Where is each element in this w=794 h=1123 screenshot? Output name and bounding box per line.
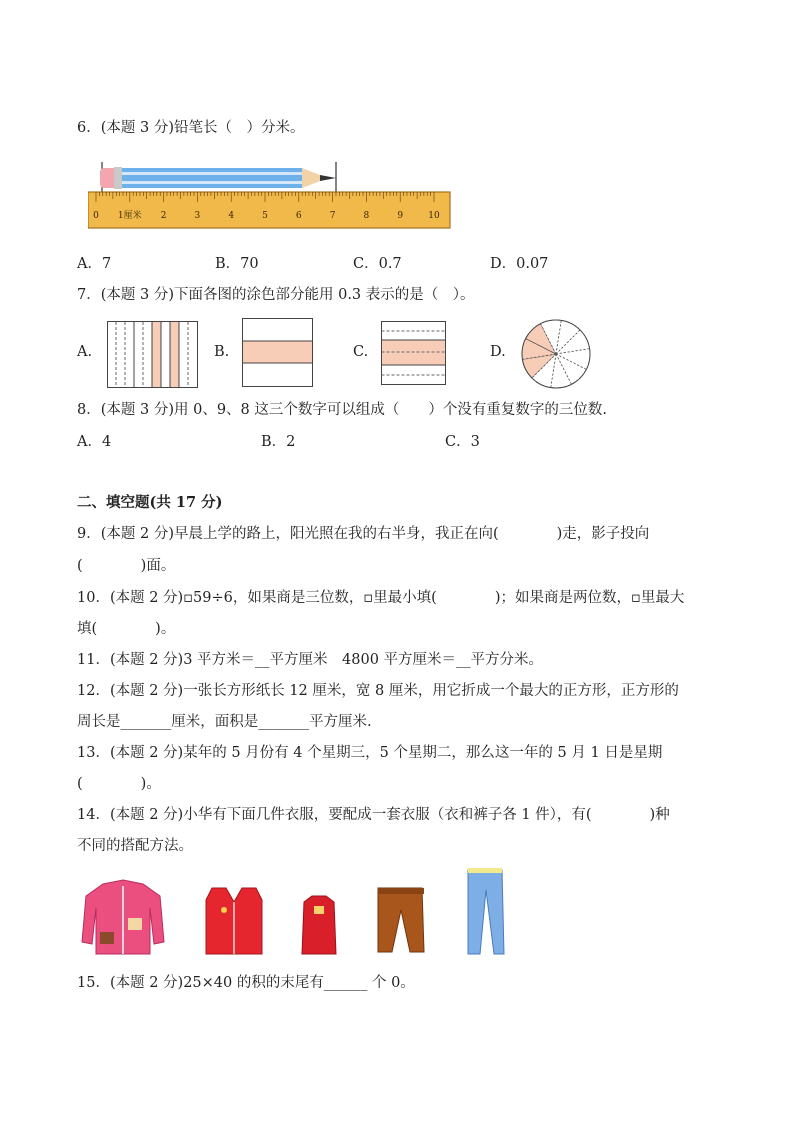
q12-line1: 12．(本题 2 分)一张长方形纸长 12 厘米，宽 8 厘米，用它折成一个最大的正方形，正方形的 bbox=[77, 683, 679, 699]
q9-line1: 9．(本题 2 分)早晨上学的路上，阳光照在我的右半身，我正在向( )走，影子投向 bbox=[77, 526, 650, 542]
ruler-unit-label: 1厘米 bbox=[117, 211, 142, 221]
q14-line2: 不同的搭配方法。 bbox=[77, 838, 193, 854]
jacket-icon bbox=[82, 880, 164, 954]
q10-line1: 10．(本题 2 分)▫59÷6，如果商是三位数，▫里最小填( )；如果商是两位数，▫里最大 bbox=[77, 590, 685, 606]
pencil-ruler-figure bbox=[88, 160, 454, 232]
ruler-number: 3 bbox=[194, 211, 201, 221]
ruler-number: 10 bbox=[428, 211, 440, 221]
q7-label-d: D. bbox=[490, 344, 506, 360]
q6-text: 6．(本题 3 分)铅笔长（ ）分米。 bbox=[77, 120, 305, 136]
q8-option-a: A．4 bbox=[77, 434, 112, 450]
q8-option-c: C．3 bbox=[445, 434, 480, 450]
q13-line2: ( )。 bbox=[77, 776, 161, 792]
q10-line2: 填( )。 bbox=[77, 621, 176, 637]
q7-label-c: C. bbox=[353, 344, 369, 360]
q7-label-b: B. bbox=[214, 344, 230, 360]
ruler-number: 2 bbox=[160, 211, 167, 221]
clothes-figure bbox=[78, 866, 528, 958]
ruler-number: 7 bbox=[329, 211, 336, 221]
ruler-number: 6 bbox=[295, 211, 302, 221]
q6-option-d: D．0.07 bbox=[490, 256, 549, 272]
pencil-icon bbox=[100, 167, 336, 189]
q6-option-b: B．70 bbox=[215, 256, 259, 272]
q15-line1: 15．(本题 2 分)25×40 的积的末尾有______ 个 0。 bbox=[77, 975, 415, 991]
q8-option-b: B．2 bbox=[261, 434, 296, 450]
coat-icon bbox=[302, 896, 336, 954]
q12-line2: 周长是_______厘米，面积是_______平方厘米. bbox=[77, 714, 372, 730]
vest-icon bbox=[206, 888, 262, 954]
ruler-number: 4 bbox=[228, 211, 235, 221]
q6-option-c: C．0.7 bbox=[353, 256, 402, 272]
q14-line1: 14．(本题 2 分)小华有下面几件衣服，要配成一套衣服（衣和裤子各 1 件），有( )种 bbox=[77, 807, 670, 823]
q7-figure-d bbox=[520, 318, 592, 390]
ruler-number: 9 bbox=[397, 211, 404, 221]
section-title: 二、填空题(共 17 分) bbox=[77, 494, 223, 511]
ruler-icon bbox=[88, 192, 450, 228]
q7-label-a: A. bbox=[77, 344, 93, 360]
ruler-number: 8 bbox=[363, 211, 370, 221]
q11-line1: 11．(本题 2 分)3 平方米＝__平方厘米 4800 平方厘米＝__平方分米。 bbox=[77, 652, 544, 668]
q7-figure-a bbox=[107, 321, 199, 388]
q9-line2: ( )面。 bbox=[77, 558, 176, 574]
ruler-number: 5 bbox=[262, 211, 268, 221]
q13-line1: 13．(本题 2 分)某年的 5 月份有 4 个星期三，5 个星期二，那么这一年的 5 月 1 日是星期 bbox=[77, 745, 663, 761]
ruler-number: 0 bbox=[93, 211, 99, 221]
brown-pants-icon bbox=[378, 888, 424, 952]
q8-text: 8．(本题 3 分)用 0、9、8 这三个数字可以组成（ ）个没有重复数字的三位数. bbox=[77, 402, 607, 418]
q7-figure-c bbox=[381, 321, 447, 386]
jeans-icon bbox=[468, 868, 504, 954]
q7-text: 7．(本题 3 分)下面各图的涂色部分能用 0.3 表示的是（ ）。 bbox=[77, 287, 475, 303]
q6-option-a: A．7 bbox=[77, 256, 112, 272]
q7-figure-b bbox=[242, 318, 314, 388]
